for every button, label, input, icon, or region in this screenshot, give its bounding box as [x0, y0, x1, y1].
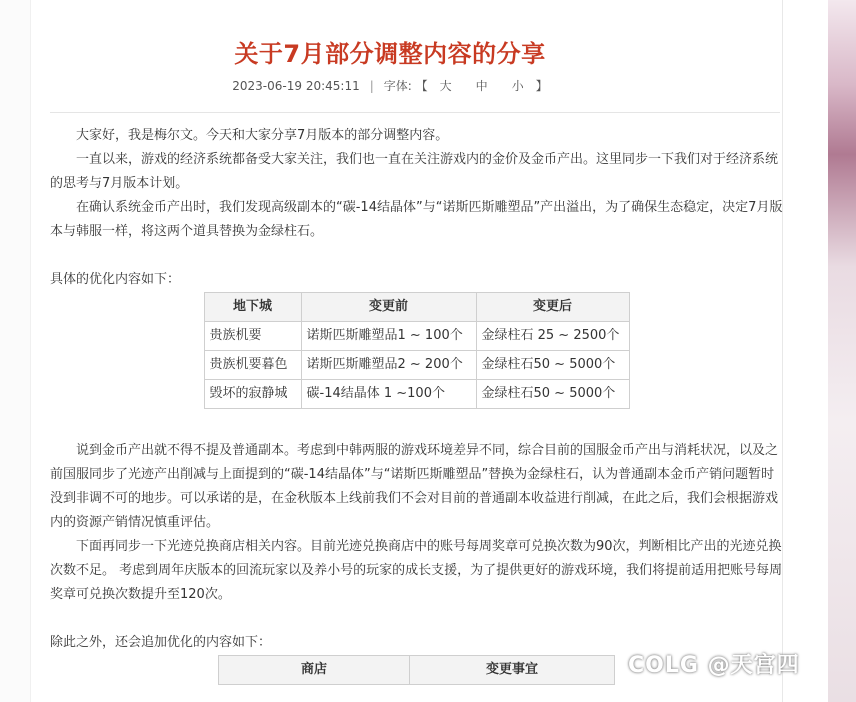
font-size-label: 字体: — [383, 79, 412, 93]
left-margin — [0, 0, 31, 702]
right-decoration — [828, 0, 856, 702]
table-cell: 金绿柱石 25 ~ 2500个 — [476, 322, 629, 351]
watermark: COLG @天宫四 — [628, 653, 800, 678]
article-meta — [52, 77, 728, 94]
table-header: 变更前 — [301, 293, 476, 322]
table-header: 变更后 — [476, 293, 629, 322]
table-cell: 金绿柱石50 ~ 5000个 — [476, 380, 629, 409]
article-body — [50, 124, 783, 685]
shop-change-table — [218, 655, 615, 685]
dungeon-change-table — [204, 292, 630, 409]
paragraph-replacement: 在确认系统金币产出时，我们发现高级副本的“碳-14结晶体”与“诺斯匹斯雕塑品”产出溢出，为了确保生态稳定，决定7月版本与韩服一样，将这两个道具替换为金绿柱石。 — [50, 200, 783, 239]
table-header: 变更事宜 — [410, 656, 615, 685]
table-cell: 毁坏的寂静城 — [204, 380, 301, 409]
table-header: 商店 — [219, 656, 410, 685]
font-size-small-button[interactable]: 小 — [511, 79, 524, 93]
paragraph-additional-heading: 除此之外，还会追加优化的内容如下： — [50, 635, 272, 650]
table-cell: 贵族机要暮色 — [204, 351, 301, 380]
table-cell: 金绿柱石50 ~ 5000个 — [476, 351, 629, 380]
font-size-large-button[interactable]: 大 — [439, 79, 452, 93]
paragraph-normal-dungeon: 说到金币产出就不得不提及普通副本。考虑到中韩两服的游戏环境差异不同，综合目前的国服金币产出与消耗状况，以及之前国服同步了光迹产出削减与上面提到的“碳-14结晶体”与“诺斯匹斯雕塑品”替换为金绿柱石，认为普通副本金币产销问题暂时没到非调不可的地步。可以承诺的是，在金秋版本上线前我们不会对目前的普通副本收益进行削减，在此之后，我们会根据游戏内的资源产销情况慎重评估。 — [50, 443, 779, 530]
font-size-medium-button[interactable]: 中 — [475, 79, 488, 93]
paragraph-intro: 大家好，我是梅尔文。今天和大家分享7月版本的部分调整内容。 — [76, 128, 449, 143]
table-cell: 贵族机要 — [204, 322, 301, 351]
table-row — [204, 380, 629, 409]
table-row — [204, 322, 629, 351]
article-title: 关于7月部分调整内容的分享 — [234, 40, 546, 68]
table-cell: 诺斯匹斯雕塑品2 ~ 200个 — [301, 351, 476, 380]
table-cell: 碳-14结晶体 1 ~100个 — [301, 380, 476, 409]
meta-separator: | — [369, 79, 374, 93]
table-cell: 诺斯匹斯雕塑品1 ~ 100个 — [301, 322, 476, 351]
bracket-close: 】 — [535, 79, 548, 93]
paragraph-economy: 一直以来，游戏的经济系统都备受大家关注，我们也一直在关注游戏内的金价及金币产出。这里同步一下我们对于经济系统的思考与7月版本计划。 — [50, 152, 779, 191]
table-header: 地下城 — [204, 293, 301, 322]
table-row — [204, 351, 629, 380]
bracket-open: 【 — [415, 79, 428, 93]
table-header-row — [204, 293, 629, 322]
paragraph-shop: 下面再同步一下光迹兑换商店相关内容。目前光迹兑换商店中的账号每周奖章可兑换次数为90次，判断相比产出的光迹兑换次数不足。 考虑到周年庆版本的回流玩家以及养小号的玩家的成长支援，为了提供更好的游戏环境，我们将提前适用把账号每周奖章可兑换次数提升至120次。 — [50, 539, 783, 602]
table-header-row — [219, 656, 615, 685]
publish-date: 2023-06-19 20:45:11 — [232, 79, 360, 93]
title-divider — [50, 112, 780, 113]
paragraph-optimization-heading: 具体的优化内容如下： — [50, 272, 181, 287]
